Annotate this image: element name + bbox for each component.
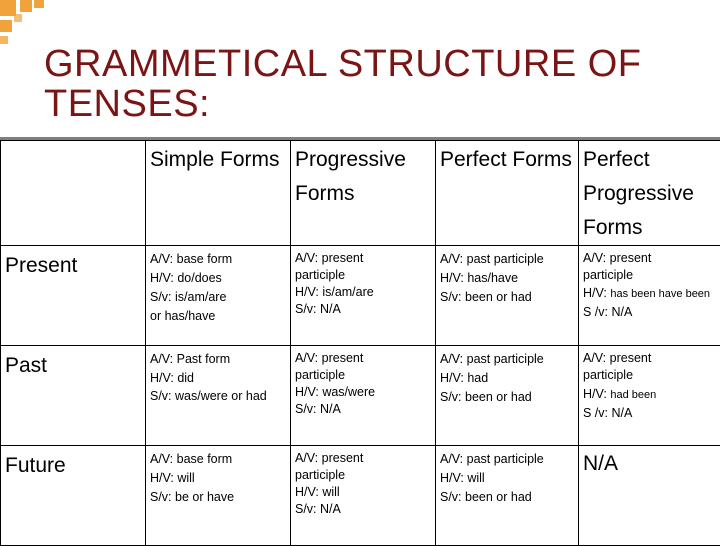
cell-line: S/v: N/A (295, 401, 432, 418)
cell-past-simple (146, 346, 291, 446)
cell-line: H/V: (583, 286, 607, 300)
cell-line: H/V: do/does (150, 269, 287, 288)
cell-line: H/V: will (295, 484, 432, 501)
cell-line: H/V: (583, 387, 607, 401)
cell-line: H/V: will (440, 469, 575, 488)
row-label-future: Future (1, 446, 146, 546)
row-label-present: Present (1, 246, 146, 346)
cell-line: A/V: past participle (440, 350, 575, 369)
cell-past-progressive (291, 346, 436, 446)
cell-line: S/v: N/A (295, 501, 432, 518)
corner-square-3 (34, 0, 44, 8)
header-perfect-progressive-forms: Perfect Progressive Forms (579, 141, 720, 246)
cell-line: S/v: was/were or had (150, 388, 270, 405)
cell-line: A/V: present participle (295, 350, 385, 384)
cell-line-small: had been (610, 389, 656, 401)
cell-line: A/V: present participle (583, 350, 683, 384)
cell-present-perfect-progressive (579, 246, 720, 346)
cell-line: A/V: present participle (295, 450, 385, 484)
cell-line: S/v: been or had (440, 288, 575, 307)
cell-line: S/v: been or had (440, 388, 575, 407)
cell-line: or has/have (150, 307, 287, 326)
cell-line: S /v: N/A (583, 304, 717, 321)
corner-square-5 (14, 14, 22, 22)
table-header-row (1, 141, 720, 246)
tense-table (0, 140, 720, 546)
table-row-past (1, 346, 720, 446)
cell-line-small: has been have been (610, 288, 710, 300)
cell-line: A/V: Past form (150, 350, 287, 369)
cell-line: S/v: be or have (150, 488, 287, 507)
cell-past-perfect-progressive (579, 346, 720, 446)
cell-future-perfect (436, 446, 579, 546)
cell-future-progressive (291, 446, 436, 546)
cell-line: S/v: N/A (295, 301, 432, 318)
cell-line: A/V: past participle (440, 450, 575, 469)
header-perfect-forms: Perfect Forms (436, 141, 579, 246)
cell-present-perfect (436, 246, 579, 346)
cell-line: A/V: present participle (295, 250, 385, 284)
header-empty-cell (1, 141, 146, 246)
cell-line: S/v: is/am/are (150, 288, 287, 307)
cell-line: H/V: had (440, 369, 575, 388)
cell-line: H/V: was/were (295, 384, 432, 401)
page-title: GRAMMETICAL STRUCTURE OF TENSES: (44, 44, 704, 124)
cell-line: A/V: present participle (583, 250, 683, 284)
corner-square-6 (0, 36, 8, 44)
cell-future-perfect-progressive (579, 446, 720, 546)
corner-square-2 (20, 0, 32, 12)
cell-past-perfect (436, 346, 579, 446)
row-label-past: Past (1, 346, 146, 446)
cell-line: A/V: base form (150, 450, 287, 469)
cell-line: H/V: did (150, 369, 287, 388)
cell-line: S /v: N/A (583, 405, 717, 422)
cell-line: S/v: been or had (440, 488, 575, 507)
header-simple-forms: Simple Forms (146, 141, 291, 246)
cell-line: N/A (583, 450, 717, 478)
cell-present-progressive (291, 246, 436, 346)
header-progressive-forms: Progressive Forms (291, 141, 436, 246)
cell-line: H/V: is/am/are (295, 284, 432, 301)
cell-line: H/V: has/have (440, 269, 575, 288)
cell-line: H/V: will (150, 469, 287, 488)
cell-line: A/V: past participle (440, 250, 575, 269)
cell-line: A/V: base form (150, 250, 287, 269)
table-row-future (1, 446, 720, 546)
cell-present-simple (146, 246, 291, 346)
corner-square-4 (0, 20, 12, 32)
cell-future-simple (146, 446, 291, 546)
table-row-present (1, 246, 720, 346)
